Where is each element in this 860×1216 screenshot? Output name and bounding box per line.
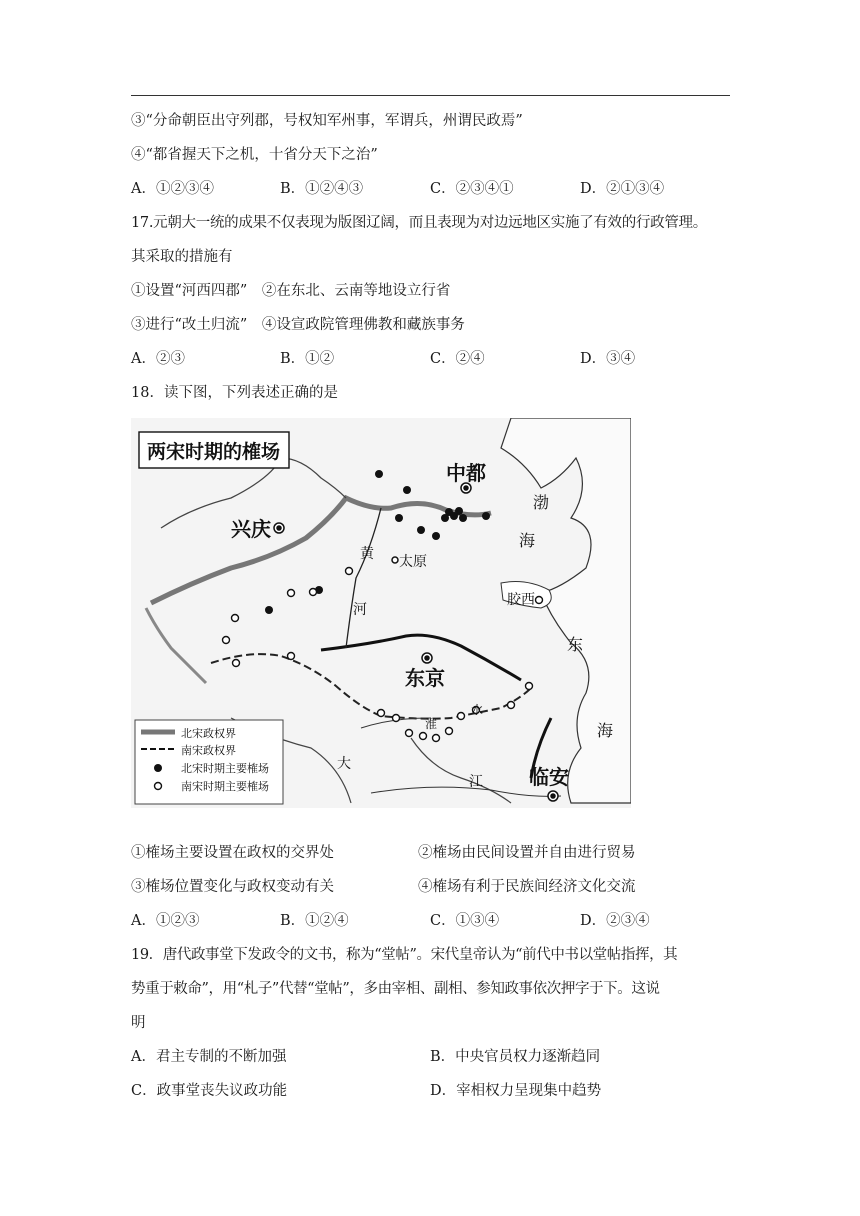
label-xingqing: 兴庆 [231, 517, 271, 541]
label-huang: 黄 [360, 546, 374, 562]
label-dong: 东 [567, 635, 584, 654]
q19-option-a[interactable]: A．君主专制的不断加强 [131, 1049, 287, 1065]
label-hai-2: 海 [597, 721, 614, 740]
q18-item-3: ③榷场位置变化与政权变动有关 [131, 879, 334, 895]
map-legend [135, 720, 283, 804]
q18-item-2: ②榷场由民间设置并自由进行贸易 [418, 845, 636, 861]
label-linan: 临安 [529, 765, 569, 789]
header-rule [131, 95, 730, 96]
q18-option-d[interactable]: D．②③④ [580, 913, 650, 929]
q17-stem-line2: 其采取的措施有 [131, 249, 233, 265]
q18-option-a[interactable]: A．①②③ [131, 913, 200, 929]
label-he: 河 [353, 602, 367, 618]
map-title: 两宋时期的榷场 [147, 441, 281, 463]
q18-item-4: ④榷场有利于民族间经济文化交流 [418, 879, 636, 895]
q18-item-1: ①榷场主要设置在政权的交界处 [131, 845, 334, 861]
q16-item-4: ④“都省握天下之机，十省分天下之治” [131, 147, 378, 163]
q17-option-c[interactable]: C．②④ [430, 351, 485, 367]
label-dongjing: 东京 [405, 666, 445, 690]
legend-northern-posts: 北宋时期主要榷场 [181, 762, 269, 775]
q17-items-line1: ①设置“河西四郡” ②在东北、云南等地设立行省 [131, 283, 451, 299]
label-taiyuan: 太原 [399, 554, 427, 570]
q19-stem-line3: 明 [131, 1015, 146, 1031]
label-jiaoxi: 胶西 [507, 592, 535, 608]
q18-stem: 18．读下图，下列表述正确的是 [131, 385, 338, 401]
label-zhongdu: 中都 [446, 461, 486, 485]
legend-northern-border: 北宋政权界 [181, 727, 236, 740]
label-jiang: 江 [469, 774, 483, 790]
label-da: 大 [337, 756, 351, 772]
q17-option-d[interactable]: D．③④ [580, 351, 636, 367]
label-bo: 渤 [533, 493, 550, 512]
q17-option-a[interactable]: A．②③ [131, 351, 185, 367]
label-hai-1: 海 [519, 531, 536, 550]
q18-option-b[interactable]: B．①②④ [280, 913, 349, 929]
q17-stem-line1: 17.元朝大一统的成果不仅表现为版图辽阔，而且表现为对边远地区实施了有效的行政管理。 [131, 215, 707, 231]
q18-option-c[interactable]: C．①③④ [430, 913, 500, 929]
q16-option-c[interactable]: C．②③④① [430, 181, 514, 197]
q19-stem-line2: 势重于敕命”，用“札子”代替“堂帖”，多由宰相、副相、参知政事依次押字于下。这说 [131, 981, 660, 997]
q16-item-3: ③“分命朝臣出守列郡，号权知军州事，军谓兵，州谓民政焉” [131, 113, 523, 129]
q17-items-line2: ③进行“改土归流” ④设宣政院管理佛教和藏族事务 [131, 317, 465, 333]
q17-option-b[interactable]: B．①② [280, 351, 335, 367]
legend-southern-border: 南宋政权界 [181, 744, 236, 757]
label-shui: 水 [471, 703, 484, 717]
q19-option-d[interactable]: D．宰相权力呈现集中趋势 [430, 1083, 602, 1099]
label-huai: 淮 [425, 717, 438, 731]
q19-stem-line1: 19．唐代政事堂下发政令的文书，称为“堂帖”。宋代皇帝认为“前代中书以堂帖指挥，其 [131, 947, 678, 963]
q19-option-b[interactable]: B．中央官员权力逐渐趋同 [430, 1049, 601, 1065]
q16-option-d[interactable]: D．②①③④ [580, 181, 665, 197]
legend-southern-posts: 南宋时期主要榷场 [181, 780, 269, 793]
q16-option-a[interactable]: A．①②③④ [131, 181, 214, 197]
q16-option-b[interactable]: B．①②④③ [280, 181, 364, 197]
q19-option-c[interactable]: C．政事堂丧失议政功能 [131, 1083, 288, 1099]
song-trade-map [131, 418, 631, 808]
